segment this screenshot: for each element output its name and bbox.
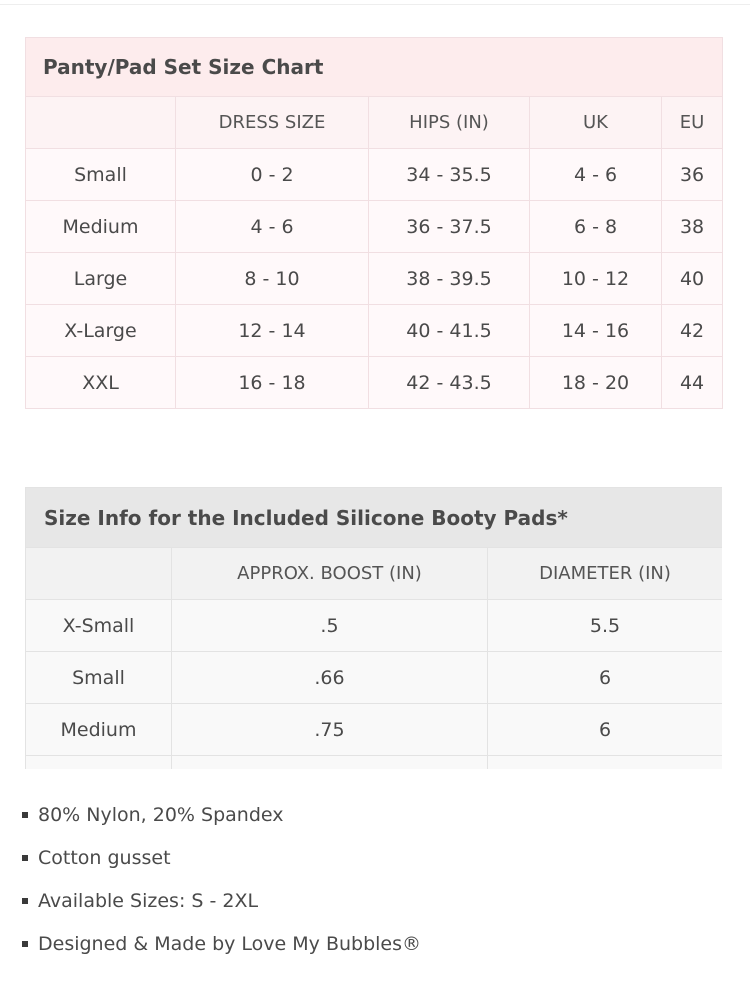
- table-cell: 4 - 6: [176, 201, 369, 253]
- table-cell: 5.5: [488, 600, 723, 652]
- table-cell: 36: [662, 149, 723, 201]
- table-cell: 42: [662, 305, 723, 357]
- table-cell: 44: [662, 357, 723, 409]
- square-bullet-icon: [22, 898, 28, 904]
- table-cell: 16 - 18: [176, 357, 369, 409]
- list-item: [22, 925, 421, 968]
- feature-text: Cotton gusset: [38, 847, 171, 869]
- row-label: Large: [26, 253, 176, 305]
- row-label: Small: [26, 652, 172, 704]
- row-label: Medium: [26, 201, 176, 253]
- size-chart-title: Panty/Pad Set Size Chart: [26, 38, 723, 97]
- header-cell: EU: [662, 97, 723, 149]
- top-divider: [0, 4, 750, 5]
- table-row: [26, 201, 723, 253]
- table-row: [26, 652, 723, 704]
- feature-text: 80% Nylon, 20% Spandex: [38, 804, 284, 826]
- header-cell: APPROX. BOOST (IN): [172, 548, 488, 600]
- table-cell: 10 - 12: [530, 253, 662, 305]
- table-cell: 34 - 35.5: [369, 149, 530, 201]
- size-chart-title-row: [26, 38, 723, 97]
- table-cell: .5: [172, 600, 488, 652]
- header-cell: DIAMETER (IN): [488, 548, 723, 600]
- table-cell: 8 - 10: [176, 253, 369, 305]
- table-cell: 38 - 39.5: [369, 253, 530, 305]
- feature-text: Available Sizes: S - 2XL: [38, 890, 259, 912]
- pads-chart-header-row: [26, 548, 723, 600]
- header-cell: [26, 548, 172, 600]
- header-cell: DRESS SIZE: [176, 97, 369, 149]
- list-item: [22, 882, 421, 925]
- table-cell: .66: [172, 652, 488, 704]
- list-item: [22, 796, 421, 839]
- table-cell: [172, 756, 488, 770]
- table-cell: 6 - 8: [530, 201, 662, 253]
- table-cell: 14 - 16: [530, 305, 662, 357]
- row-label: XXL: [26, 357, 176, 409]
- square-bullet-icon: [22, 855, 28, 861]
- table-row: [26, 704, 723, 756]
- square-bullet-icon: [22, 812, 28, 818]
- table-cell: 6: [488, 652, 723, 704]
- size-chart-table: [25, 37, 723, 409]
- row-label: Medium: [26, 704, 172, 756]
- table-cell: 0 - 2: [176, 149, 369, 201]
- row-label: X-Large: [26, 305, 176, 357]
- size-chart-header-row: [26, 97, 723, 149]
- table-cell: 18 - 20: [530, 357, 662, 409]
- pads-chart-container[interactable]: [25, 487, 722, 769]
- feature-list: [22, 796, 421, 968]
- list-item: [22, 839, 421, 882]
- pads-chart-title-row: [26, 488, 723, 548]
- table-row: [26, 149, 723, 201]
- square-bullet-icon: [22, 941, 28, 947]
- row-label: X-Small: [26, 600, 172, 652]
- table-row: [26, 600, 723, 652]
- table-cell: 12 - 14: [176, 305, 369, 357]
- pads-chart-title: Size Info for the Included Silicone Booty Pads*: [26, 488, 723, 548]
- table-cell: 42 - 43.5: [369, 357, 530, 409]
- row-label: Small: [26, 149, 176, 201]
- header-cell: HIPS (IN): [369, 97, 530, 149]
- row-label: [26, 756, 172, 770]
- table-row: [26, 253, 723, 305]
- table-cell: 38: [662, 201, 723, 253]
- feature-text: Designed & Made by Love My Bubbles®: [38, 933, 422, 955]
- table-row-partial: [26, 756, 723, 770]
- table-cell: [488, 756, 723, 770]
- table-cell: 36 - 37.5: [369, 201, 530, 253]
- pads-chart-table: [25, 487, 722, 769]
- table-cell: 4 - 6: [530, 149, 662, 201]
- table-cell: 40: [662, 253, 723, 305]
- table-row: [26, 357, 723, 409]
- table-cell: 6: [488, 704, 723, 756]
- table-cell: .75: [172, 704, 488, 756]
- table-row: [26, 305, 723, 357]
- header-cell: [26, 97, 176, 149]
- table-cell: 40 - 41.5: [369, 305, 530, 357]
- header-cell: UK: [530, 97, 662, 149]
